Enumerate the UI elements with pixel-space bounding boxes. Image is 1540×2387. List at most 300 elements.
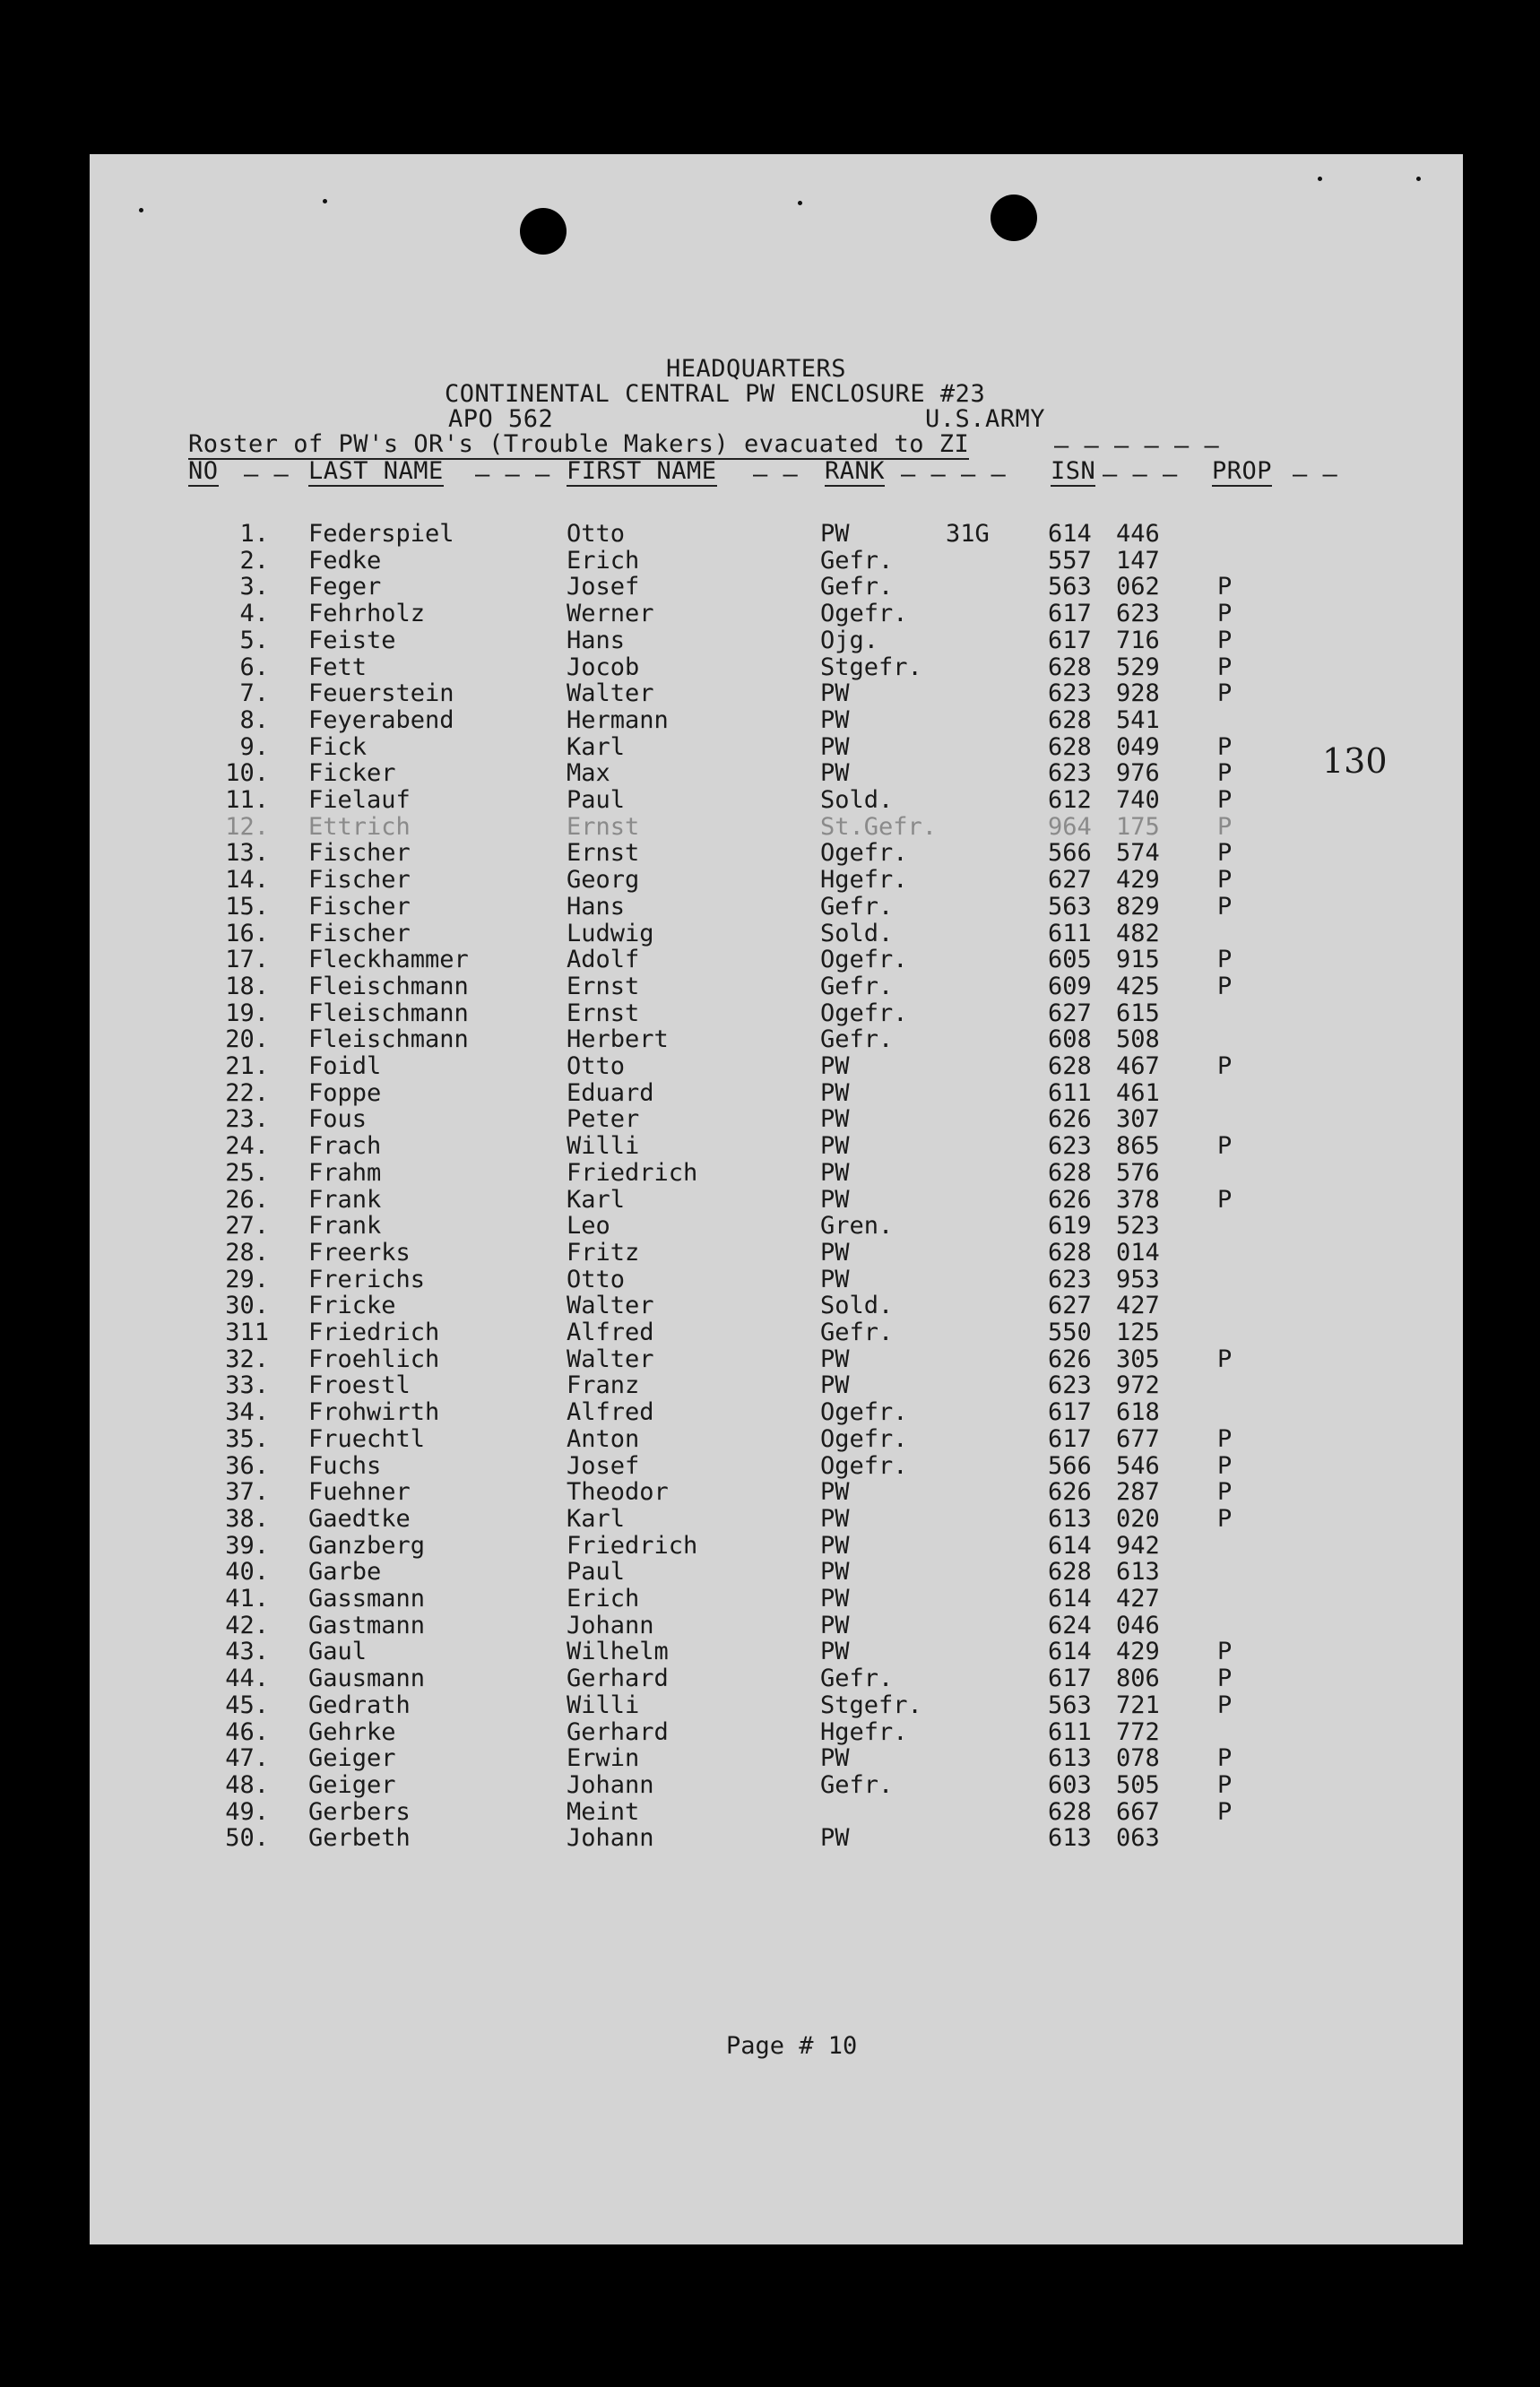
cell-last: Ettrich — [308, 812, 411, 841]
cell-last: Frank — [308, 1212, 382, 1241]
cell-isn1: 611 — [1048, 919, 1092, 947]
cell-first: Alfred — [567, 1319, 654, 1346]
cell-last: Fielauf — [308, 786, 411, 814]
cell-no: 29. — [225, 1265, 269, 1293]
cell-rank: Gefr. — [820, 546, 894, 575]
table-row — [90, 1452, 1463, 1478]
paper-speck — [1318, 177, 1322, 181]
cell-isn2: 972 — [1116, 1371, 1160, 1400]
cell-no: 48. — [225, 1770, 269, 1799]
table-row — [90, 786, 1463, 812]
cell-rank: PW — [820, 1824, 850, 1853]
cell-isn1: 614 — [1048, 1638, 1092, 1666]
cell-no: 17. — [225, 946, 269, 974]
cell-last: Freerks — [308, 1238, 411, 1267]
cell-last: Fruechtl — [308, 1424, 426, 1453]
cell-isn1: 613 — [1048, 1744, 1092, 1773]
cell-no: 3. — [239, 573, 269, 601]
cell-isn2: 125 — [1116, 1319, 1160, 1346]
cell-no: 32. — [225, 1345, 269, 1373]
cell-first: Fritz — [567, 1238, 640, 1267]
cell-last: Geiger — [308, 1744, 396, 1773]
cell-isn2: 505 — [1116, 1770, 1160, 1799]
cell-first: Leo — [567, 1212, 610, 1241]
cell-prop: P — [1217, 1691, 1233, 1719]
roster-title: Roster of PW's OR's (Trouble Makers) evacuated to ZI — [188, 430, 970, 458]
cell-isn2: 482 — [1116, 919, 1160, 947]
cell-prop: P — [1217, 1052, 1233, 1080]
cell-isn2: 429 — [1116, 1638, 1160, 1666]
cell-last: Gausmann — [308, 1665, 426, 1693]
cell-no: 39. — [225, 1531, 269, 1560]
col-header-rank: RANK — [825, 457, 886, 485]
cell-isn1: 624 — [1048, 1611, 1092, 1639]
cell-first: Wilhelm — [567, 1638, 669, 1666]
cell-first: Ludwig — [567, 919, 654, 947]
cell-rank: PW — [820, 732, 850, 761]
cell-isn1: 628 — [1048, 1797, 1092, 1826]
cell-isn1: 608 — [1048, 1025, 1092, 1054]
cell-isn2: 427 — [1116, 1585, 1160, 1613]
cell-first: Paul — [567, 786, 626, 814]
cell-first: Anton — [567, 1424, 640, 1453]
cell-last: Gaedtke — [308, 1504, 411, 1533]
cell-isn2: 928 — [1116, 679, 1160, 708]
document-page — [90, 154, 1463, 2244]
cell-first: Willi — [567, 1691, 640, 1719]
col-header-prop: PROP — [1212, 457, 1273, 485]
cell-last: Gassmann — [308, 1585, 426, 1613]
cell-rank: Ogefr. — [820, 999, 908, 1027]
table-row — [90, 839, 1463, 868]
cell-last: Fricke — [308, 1292, 396, 1320]
cell-isn2: 772 — [1116, 1717, 1160, 1746]
table-row — [90, 1319, 1463, 1345]
cell-prop: P — [1217, 839, 1233, 868]
cell-isn2: 976 — [1116, 759, 1160, 788]
cell-first: Erwin — [567, 1744, 640, 1773]
cell-no: 33. — [225, 1371, 269, 1400]
cell-rank: Stgefr. — [820, 1691, 922, 1719]
cell-isn1: 617 — [1048, 600, 1092, 628]
cell-no: 44. — [225, 1665, 269, 1693]
table-row — [90, 1212, 1463, 1241]
cell-last: Fuehner — [308, 1478, 411, 1507]
table-row — [90, 573, 1463, 599]
cell-prop: P — [1217, 626, 1233, 654]
cell-last: Frohwirth — [308, 1398, 440, 1427]
table-row — [90, 1266, 1463, 1292]
cell-no: 22. — [225, 1078, 269, 1107]
cell-rank: Ogefr. — [820, 1398, 908, 1427]
cell-last: Gaul — [308, 1638, 368, 1666]
cell-isn1: 614 — [1048, 520, 1092, 548]
table-row — [90, 1345, 1463, 1371]
cell-prop: P — [1217, 732, 1233, 761]
cell-first: Friedrich — [567, 1531, 698, 1560]
cell-rank: PW — [820, 1478, 850, 1507]
table-row — [90, 1665, 1463, 1691]
cell-isn2: 667 — [1116, 1797, 1160, 1826]
cell-isn1: 619 — [1048, 1212, 1092, 1241]
header-dash: — — — [244, 461, 290, 489]
cell-isn2: 806 — [1116, 1665, 1160, 1693]
cell-no: 28. — [225, 1238, 269, 1267]
cell-first: Georg — [567, 866, 640, 895]
cell-isn1: 626 — [1048, 1185, 1092, 1214]
table-row — [90, 1505, 1463, 1531]
header-dash: — — — [1293, 461, 1338, 489]
header-dash: — — — [753, 461, 799, 489]
cell-rank: PW — [820, 1105, 850, 1134]
paper-speck — [1416, 177, 1421, 181]
cell-first: Gerhard — [567, 1665, 669, 1693]
table-row — [90, 1718, 1463, 1744]
cell-rank: Gefr. — [820, 1319, 894, 1346]
cell-prop: P — [1217, 786, 1233, 814]
cell-no: 4. — [239, 600, 269, 628]
cell-isn1: 563 — [1048, 1691, 1092, 1719]
cell-isn2: 721 — [1116, 1691, 1160, 1719]
cell-isn1: 612 — [1048, 786, 1092, 814]
cell-last: Froehlich — [308, 1345, 440, 1373]
header-dash: — — — — [1103, 461, 1178, 489]
cell-isn2: 020 — [1116, 1504, 1160, 1533]
cell-last: Gedrath — [308, 1691, 411, 1719]
cell-last: Frerichs — [308, 1265, 426, 1293]
cell-isn1: 623 — [1048, 679, 1092, 708]
page-number: Page # 10 — [726, 2032, 858, 2060]
cell-no: 27. — [225, 1212, 269, 1241]
cell-rank: PW — [820, 1265, 850, 1293]
cell-isn1: 626 — [1048, 1105, 1092, 1134]
table-row — [90, 973, 1463, 999]
cell-rank: PW — [820, 1345, 850, 1373]
cell-no: 13. — [225, 839, 269, 868]
cell-rank: PW — [820, 1585, 850, 1613]
cell-prop: P — [1217, 946, 1233, 974]
cell-isn2: 677 — [1116, 1424, 1160, 1453]
table-row — [90, 1159, 1463, 1185]
cell-first: Ernst — [567, 999, 640, 1027]
cell-first: Otto — [567, 520, 626, 548]
cell-rank: Gefr. — [820, 972, 894, 1000]
cell-prop: P — [1217, 573, 1233, 601]
cell-no: 24. — [225, 1132, 269, 1161]
cell-prop: P — [1217, 1132, 1233, 1161]
cell-first: Hermann — [567, 705, 669, 734]
cell-last: Feger — [308, 573, 382, 601]
cell-isn1: 557 — [1048, 546, 1092, 575]
cell-isn2: 078 — [1116, 1744, 1160, 1773]
cell-last: Fleischmann — [308, 999, 469, 1027]
cell-rank: PW — [820, 1185, 850, 1214]
table-row — [90, 1052, 1463, 1078]
cell-isn2: 425 — [1116, 972, 1160, 1000]
cell-no: 26. — [225, 1185, 269, 1214]
cell-isn1: 566 — [1048, 839, 1092, 868]
cell-isn2: 014 — [1116, 1238, 1160, 1267]
cell-first: Willi — [567, 1132, 640, 1161]
cell-rank: PW — [820, 520, 850, 548]
cell-first: Ernst — [567, 812, 640, 841]
cell-isn2: 716 — [1116, 626, 1160, 654]
col-header-no: NO — [188, 457, 219, 485]
cell-first: Friedrich — [567, 1158, 698, 1187]
cell-no: 37. — [225, 1478, 269, 1507]
cell-isn1: 623 — [1048, 1132, 1092, 1161]
heading-line-2: CONTINENTAL CENTRAL PW ENCLOSURE #23 — [445, 380, 986, 408]
cell-last: Gerbeth — [308, 1824, 411, 1853]
cell-last: Fehrholz — [308, 600, 426, 628]
cell-last: Gehrke — [308, 1717, 396, 1746]
cell-rank: Gefr. — [820, 1770, 894, 1799]
cell-no: 7. — [239, 679, 269, 708]
cell-first: Josef — [567, 1451, 640, 1480]
cell-no: 1. — [239, 520, 269, 548]
cell-isn1: 627 — [1048, 866, 1092, 895]
cell-isn1: 617 — [1048, 1665, 1092, 1693]
paper-speck — [323, 199, 327, 203]
cell-first: Eduard — [567, 1078, 654, 1107]
cell-last: Fleischmann — [308, 1025, 469, 1054]
cell-no: 9. — [239, 732, 269, 761]
table-row — [90, 627, 1463, 653]
cell-isn1: 628 — [1048, 653, 1092, 681]
cell-isn1: 628 — [1048, 1158, 1092, 1187]
page-stamp-number: 130 — [1322, 741, 1388, 781]
cell-no: 6. — [239, 653, 269, 681]
cell-isn2: 618 — [1116, 1398, 1160, 1427]
cell-isn2: 175 — [1116, 812, 1160, 841]
cell-rank: Sold. — [820, 786, 894, 814]
cell-no: 25. — [225, 1158, 269, 1187]
cell-prop: P — [1217, 1478, 1233, 1507]
cell-isn2: 613 — [1116, 1558, 1160, 1587]
table-row — [90, 1558, 1463, 1587]
cell-first: Theodor — [567, 1478, 669, 1507]
cell-rank: PW — [820, 1558, 850, 1587]
cell-rank: PW — [820, 1744, 850, 1773]
cell-no: 45. — [225, 1691, 269, 1719]
table-row — [90, 1612, 1463, 1638]
table-row — [90, 1478, 1463, 1507]
table-row — [90, 1079, 1463, 1105]
cell-prop: P — [1217, 812, 1233, 841]
cell-first: Peter — [567, 1105, 640, 1134]
cell-first: Hans — [567, 626, 626, 654]
cell-isn1: 550 — [1048, 1319, 1092, 1346]
cell-no: 12. — [225, 812, 269, 841]
cell-isn1: 566 — [1048, 1451, 1092, 1480]
cell-first: Josef — [567, 573, 640, 601]
cell-no: 5. — [239, 626, 269, 654]
cell-last: Gastmann — [308, 1611, 426, 1639]
table-row — [90, 1744, 1463, 1773]
cell-isn1: 603 — [1048, 1770, 1092, 1799]
cell-prop: P — [1217, 600, 1233, 628]
table-row — [90, 759, 1463, 788]
cell-rank: PW — [820, 1638, 850, 1666]
cell-first: Erich — [567, 1585, 640, 1613]
cell-prop: P — [1217, 1744, 1233, 1773]
cell-isn2: 523 — [1116, 1212, 1160, 1241]
cell-isn1: 611 — [1048, 1717, 1092, 1746]
table-row — [90, 1798, 1463, 1824]
cell-isn1: 627 — [1048, 999, 1092, 1027]
cell-isn1: 617 — [1048, 1398, 1092, 1427]
cell-rank: PW — [820, 1531, 850, 1560]
table-row — [90, 653, 1463, 679]
cell-no: 11. — [225, 786, 269, 814]
cell-isn2: 576 — [1116, 1158, 1160, 1187]
cell-first: Franz — [567, 1371, 640, 1400]
header-dash: — — — — — [901, 461, 1007, 489]
cell-prop: P — [1217, 1504, 1233, 1533]
cell-rank: PW — [820, 1371, 850, 1400]
cell-first: Johann — [567, 1770, 654, 1799]
cell-no: 30. — [225, 1292, 269, 1320]
cell-isn2: 574 — [1116, 839, 1160, 868]
cell-isn1: 614 — [1048, 1531, 1092, 1560]
cell-first: Alfred — [567, 1398, 654, 1427]
cell-isn2: 063 — [1116, 1824, 1160, 1853]
cell-isn2: 062 — [1116, 573, 1160, 601]
table-row — [90, 600, 1463, 626]
cell-isn2: 307 — [1116, 1105, 1160, 1134]
cell-rank: Gefr. — [820, 892, 894, 921]
cell-no: 14. — [225, 866, 269, 895]
table-row — [90, 1371, 1463, 1400]
cell-last: Foidl — [308, 1052, 382, 1080]
cell-first: Karl — [567, 732, 626, 761]
cell-prop: P — [1217, 1345, 1233, 1373]
cell-isn1: 623 — [1048, 759, 1092, 788]
cell-isn2: 378 — [1116, 1185, 1160, 1214]
cell-no: 34. — [225, 1398, 269, 1427]
cell-last: Fedke — [308, 546, 382, 575]
cell-first: Otto — [567, 1052, 626, 1080]
cell-isn2: 915 — [1116, 946, 1160, 974]
table-row — [90, 706, 1463, 732]
cell-rank: PW — [820, 1238, 850, 1267]
cell-isn1: 626 — [1048, 1478, 1092, 1507]
table-row — [90, 1398, 1463, 1427]
cell-no: 311 — [225, 1319, 269, 1346]
cell-no: 49. — [225, 1797, 269, 1826]
cell-prop: P — [1217, 972, 1233, 1000]
table-row — [90, 1132, 1463, 1161]
cell-last: Garbe — [308, 1558, 382, 1587]
cell-isn2: 546 — [1116, 1451, 1160, 1480]
cell-rank: Ojg. — [820, 626, 879, 654]
cell-isn1: 611 — [1048, 1078, 1092, 1107]
header-dash: — — — — [475, 461, 550, 489]
cell-rank: PW — [820, 1052, 850, 1080]
cell-isn1: 613 — [1048, 1824, 1092, 1853]
cell-isn2: 508 — [1116, 1025, 1160, 1054]
title-dash-fill: — — — — — — — [1054, 432, 1220, 460]
cell-no: 23. — [225, 1105, 269, 1134]
cell-first: Walter — [567, 1292, 654, 1320]
cell-no: 47. — [225, 1744, 269, 1773]
cell-isn1: 628 — [1048, 1238, 1092, 1267]
cell-rank: Ogefr. — [820, 1451, 908, 1480]
cell-last: Fleischmann — [308, 972, 469, 1000]
cell-isn2: 467 — [1116, 1052, 1160, 1080]
cell-isn2: 305 — [1116, 1345, 1160, 1373]
cell-rank: PW — [820, 1078, 850, 1107]
cell-first: Erich — [567, 546, 640, 575]
cell-rank: Sold. — [820, 919, 894, 947]
cell-isn2: 429 — [1116, 866, 1160, 895]
cell-last: Federspiel — [308, 520, 454, 548]
table-row — [90, 1585, 1463, 1611]
heading-line-1: HEADQUARTERS — [666, 355, 847, 383]
heading-apo: APO 562 — [448, 405, 554, 433]
cell-last: Frank — [308, 1185, 382, 1214]
cell-isn2: 865 — [1116, 1132, 1160, 1161]
heading-army: U.S.ARMY — [925, 405, 1046, 433]
table-row — [90, 1638, 1463, 1664]
cell-first: Hans — [567, 892, 626, 921]
cell-rank: Hgefr. — [820, 866, 908, 895]
cell-no: 46. — [225, 1717, 269, 1746]
table-row — [90, 920, 1463, 946]
cell-isn2: 541 — [1116, 705, 1160, 734]
cell-last: Fischer — [308, 839, 411, 868]
cell-prop: P — [1217, 679, 1233, 708]
cell-rank: PW — [820, 679, 850, 708]
col-header-isn: ISN — [1051, 457, 1096, 485]
cell-no: 41. — [225, 1585, 269, 1613]
cell-rank: Ogefr. — [820, 946, 908, 974]
cell-rank: PW — [820, 1611, 850, 1639]
cell-no: 18. — [225, 972, 269, 1000]
table-row — [90, 866, 1463, 895]
cell-no: 19. — [225, 999, 269, 1027]
cell-isn1: 617 — [1048, 1424, 1092, 1453]
cell-rank: Hgefr. — [820, 1717, 908, 1746]
cell-prop: P — [1217, 759, 1233, 788]
cell-prop: P — [1217, 1770, 1233, 1799]
cell-isn2: 461 — [1116, 1078, 1160, 1107]
table-row — [90, 1771, 1463, 1797]
cell-first: Werner — [567, 600, 654, 628]
paper-speck — [139, 208, 143, 212]
table-row — [90, 520, 1463, 546]
punch-hole-right — [991, 195, 1037, 241]
cell-rank: Gefr. — [820, 1665, 894, 1693]
cell-no: 42. — [225, 1611, 269, 1639]
table-row — [90, 1532, 1463, 1558]
cell-last: Fuchs — [308, 1451, 382, 1480]
cell-rank: PW — [820, 759, 850, 788]
cell-rank: Stgefr. — [820, 653, 922, 681]
table-row — [90, 1292, 1463, 1318]
cell-last: Gerbers — [308, 1797, 411, 1826]
cell-no: 16. — [225, 919, 269, 947]
cell-first: Karl — [567, 1504, 626, 1533]
cell-last: Feyerabend — [308, 705, 454, 734]
cell-rank: PW — [820, 1504, 850, 1533]
cell-no: 36. — [225, 1451, 269, 1480]
cell-last: Ganzberg — [308, 1531, 426, 1560]
cell-rank: Gefr. — [820, 573, 894, 601]
cell-isn1: 628 — [1048, 705, 1092, 734]
cell-prop: P — [1217, 1638, 1233, 1666]
cell-prop: P — [1217, 1424, 1233, 1453]
